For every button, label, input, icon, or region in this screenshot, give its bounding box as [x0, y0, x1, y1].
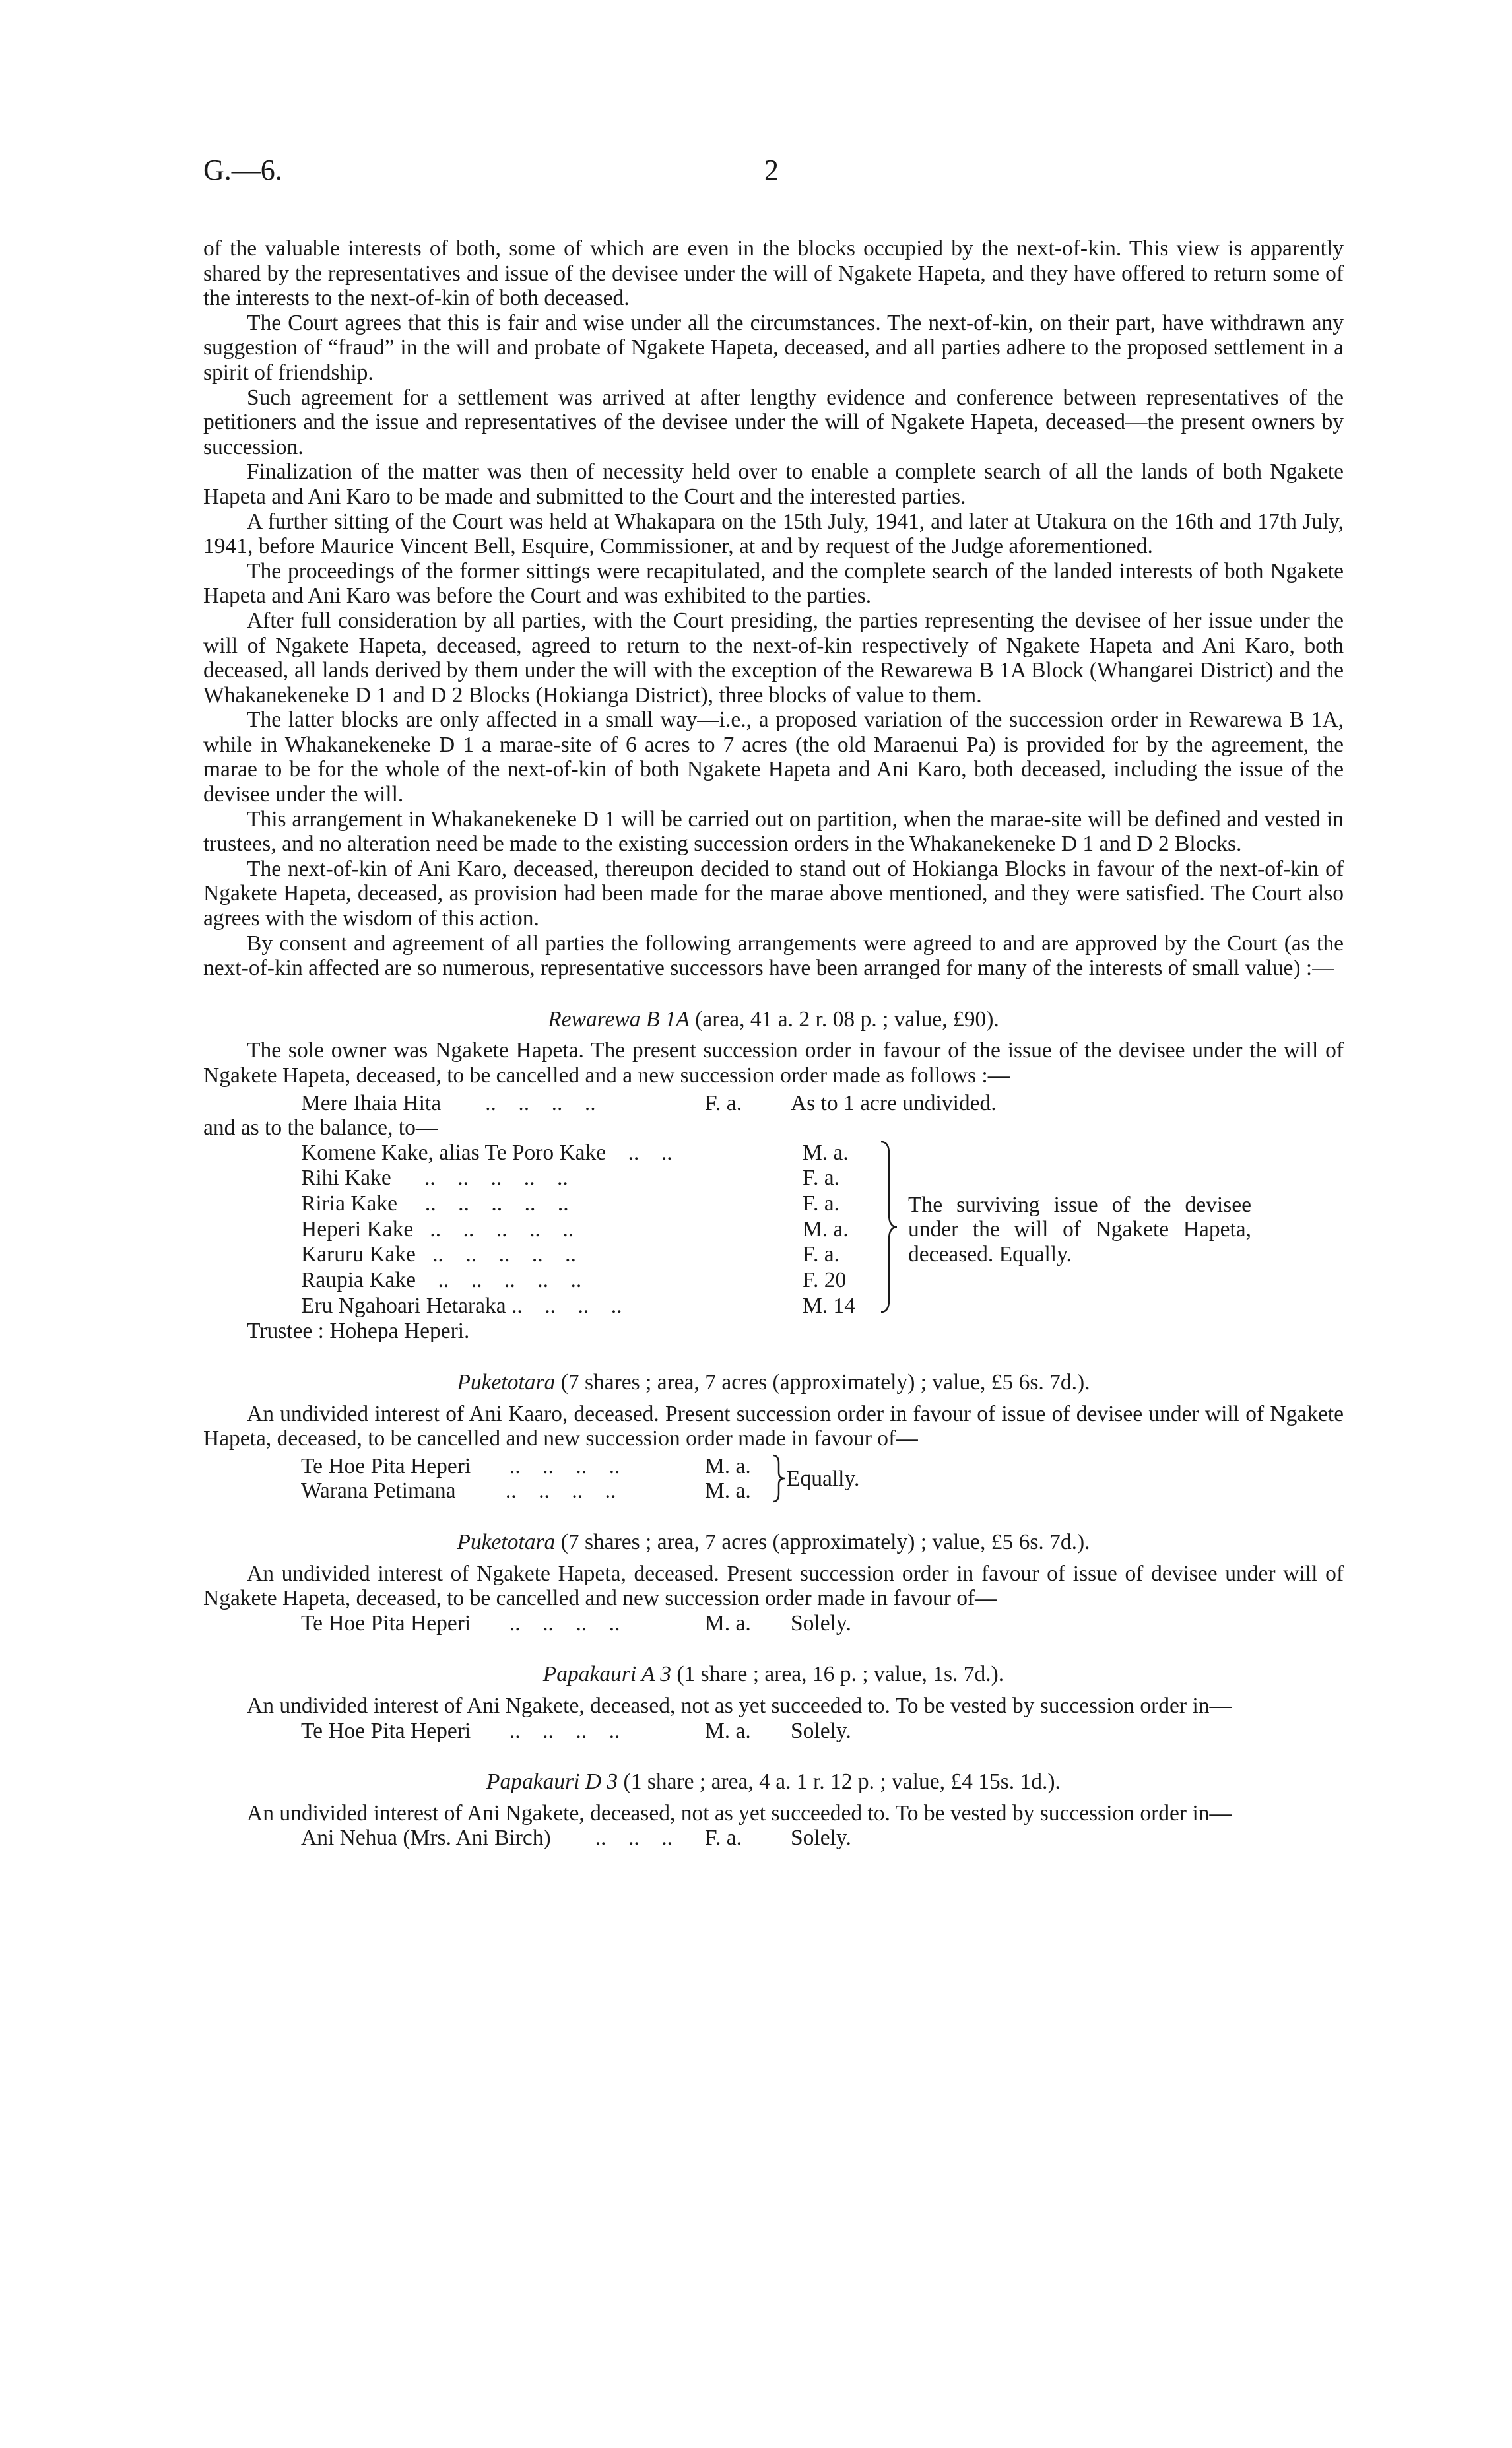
brace-icon: [878, 1141, 898, 1313]
successor-sex-age: M. a.: [705, 1453, 751, 1478]
leader-dots: .. .. .. ..: [509, 1718, 620, 1743]
block-name: Papakauri A 3: [542, 1662, 671, 1687]
heirs-table: [301, 1141, 1251, 1319]
leader-dots: .. ..: [628, 1140, 673, 1165]
heir-name: Eru Ngahoari Hetaraka: [301, 1293, 506, 1318]
heir-name: Riria Kake: [301, 1191, 398, 1216]
succession-row: [203, 1826, 1344, 1851]
heir-sex-age: F. a.: [803, 1191, 839, 1216]
successor-name: Te Hoe Pita Heperi: [301, 1453, 471, 1478]
block-name: Rewarewa B 1A: [548, 1007, 690, 1032]
paragraph: After full consideration by all parties, with the Court presiding, the parties representing the devisee of her issue under the will of Ngakete Hapeta, deceased, agreed to return to the next-of-kin respectively of Ngakete Hapeta and Ani Karo, both deceased, all lands derived by them under the will with the exception of the Rewarewa B 1A Block (Whangarei District) and the Whakanekeneke D 1 and D 2 Blocks (Hokianga District), three blocks of value to them.: [203, 608, 1344, 708]
successor-note: Solely.: [791, 1610, 851, 1636]
heir-name: Heperi Kake: [301, 1216, 414, 1241]
section-intro: An undivided interest of Ngakete Hapeta, deceased. Present succession order in favour of issue of devisee under will of Ngakete Hapeta, deceased, to be cancelled and new succession order made in favour of—: [203, 1561, 1344, 1611]
block-details: (7 shares ; area, 7 acres (approximately) ; value, £5 6s. 7d.).: [555, 1529, 1090, 1554]
succession-group: [203, 1454, 1344, 1504]
successor-note: Solely.: [791, 1718, 851, 1743]
heir-name: Rihi Kake: [301, 1166, 391, 1191]
heir-sex-age: M. a.: [803, 1216, 849, 1241]
heir-name: Komene Kake, alias Te Poro Kake: [301, 1140, 607, 1165]
successor-note: Equally.: [787, 1466, 860, 1491]
brace-symbol: [875, 1141, 902, 1319]
paragraph: A further sitting of the Court was held at Whakapara on the 15th July, 1941, and later at Utakura on the 16th and 17th July, 1941, before Maurice Vincent Bell, Esquire, Commissioner, at and by request of the Judge aforementioned.: [203, 509, 1344, 559]
leader-dots: .. .. .. .. ..: [424, 1191, 569, 1216]
paragraph: Such agreement for a settlement was arrived at after lengthy evidence and conference between representatives of the petitioners and the issue and representatives of the devisee under the will of Ngakete Hapeta, deceased—the present owners by succession.: [203, 385, 1344, 459]
owner-sex-age: F. a.: [705, 1090, 742, 1115]
leader-dots: .. .. .. ..: [485, 1090, 596, 1115]
heir-name: Raupia Kake: [301, 1268, 416, 1293]
heir-sex-age: F. 20: [803, 1268, 847, 1293]
successor-name: Te Hoe Pita Heperi: [301, 1718, 471, 1743]
section-heading-puketotara: [203, 1370, 1344, 1395]
paragraph: The Court agrees that this is fair and wise under all the circumstances. The next-of-kin, on their part, have withdrawn any suggestion of “fraud” in the will and probate of Ngakete Hapeta, deceased, and all parties adhere to the proposed settlement in a spirit of friendship.: [203, 310, 1344, 385]
paragraph: of the valuable interests of both, some of which are even in the blocks occupied by the next-of-kin. This view is apparently shared by the representatives and issue of the devisee under the will of Ngakete Hapeta, and they have offered to return some of the interests to the next-of-kin of both deceased.: [203, 236, 1344, 311]
brace-icon: [771, 1454, 787, 1503]
heir-sex-age: F. a.: [803, 1242, 839, 1267]
section-heading-papakauri-a3: [203, 1662, 1344, 1687]
paragraph: The latter blocks are only affected in a small way—i.e., a proposed variation of the succession order in Rewarewa B 1A, while in Whakanekeneke D 1 a marae-site of 6 acres to 7 acres (the old Maraenui Pa) is provided for by the agreement, the marae to be for the whole of the next-of-kin of both Ngakete Hapeta and Ani Karo, both deceased, including the issue of the devisee under the will.: [203, 708, 1344, 807]
balance-line: and as to the balance, to—: [203, 1115, 438, 1141]
leader-dots: .. .. .. .. ..: [438, 1268, 582, 1293]
heirs-note: The surviving issue of the devisee under the will of Ngakete Hapeta, deceased. Equally.: [908, 1192, 1251, 1267]
block-name: Puketotara: [457, 1370, 556, 1395]
heir-sex-age: M. 14: [803, 1293, 856, 1318]
trustee-line: Trustee : Hohepa Heperi.: [247, 1319, 470, 1344]
block-details: (area, 41 a. 2 r. 08 p. ; value, £90).: [689, 1007, 999, 1032]
leader-dots: .. .. .. .. ..: [430, 1216, 574, 1241]
successor-sex-age: M. a.: [705, 1610, 751, 1636]
section-intro: An undivided interest of Ani Kaaro, deceased. Present succession order in favour of issue of devisee under will of Ngakete Hapeta, deceased, to be cancelled and new succession order made in favour of—: [203, 1401, 1344, 1451]
paragraph: Finalization of the matter was then of necessity held over to enable a complete search of all the lands of both Ngakete Hapeta and Ani Karo to be made and submitted to the Court and the interested parties.: [203, 459, 1344, 509]
leader-dots: .. .. .. ..: [509, 1610, 620, 1636]
document-body: [203, 236, 1344, 1851]
section-heading-papakauri-d3: [203, 1770, 1344, 1795]
succession-row: [203, 1719, 1344, 1744]
leader-dots: .. .. ..: [595, 1826, 673, 1851]
paragraph: By consent and agreement of all parties the following arrangements were agreed to and are approved by the Court (as the next-of-kin affected are so numerous, representative successors have been arranged for many of the interests of small value) :—: [203, 931, 1344, 981]
succession-row: [203, 1454, 771, 1479]
leader-dots: .. .. .. ..: [505, 1478, 616, 1504]
succession-row: [203, 1611, 1344, 1636]
heir-name: Karuru Kake: [301, 1242, 416, 1267]
table-row: [301, 1141, 1251, 1166]
paragraph: The next-of-kin of Ani Karo, deceased, thereupon decided to stand out of Hokianga Blocks in favour of the next-of-kin of Ngakete Hapeta, deceased, as provision had been made for the marae above mentioned, and they were satisfied. The Court also agrees with the wisdom of this action.: [203, 856, 1344, 931]
successor-sex-age: M. a.: [705, 1718, 751, 1743]
document-reference: G.—6.: [203, 154, 282, 186]
block-name: Puketotara: [457, 1529, 556, 1554]
block-details: (7 shares ; area, 7 acres (approximately) ; value, £5 6s. 7d.).: [555, 1370, 1090, 1395]
successor-note: Solely.: [791, 1826, 851, 1851]
page-number: 2: [764, 154, 779, 186]
heir-sex-age: F. a.: [803, 1166, 839, 1191]
successor-name: Ani Nehua (Mrs. Ani Birch): [301, 1826, 551, 1851]
section-intro: An undivided interest of Ani Ngakete, deceased, not as yet succeeded to. To be vested by succession order in—: [247, 1801, 1232, 1826]
leader-dots: .. .. .. .. ..: [432, 1242, 576, 1267]
section-heading-puketotara: [203, 1530, 1344, 1555]
owner-note: As to 1 acre undivided.: [791, 1090, 997, 1115]
paragraph: This arrangement in Whakanekeneke D 1 will be carried out on partition, when the marae-site will be defined and vested in trustees, and no alteration need be made to the existing succession orders in the Whakanekeneke D 1 and D 2 Blocks.: [203, 807, 1344, 857]
successor-name: Warana Petimana: [301, 1478, 456, 1504]
heir-sex-age: M. a.: [803, 1140, 849, 1165]
block-details: (1 share ; area, 16 p. ; value, 1s. 7d.).: [671, 1662, 1004, 1687]
block-name: Papakauri D 3: [486, 1770, 618, 1795]
successor-name: Te Hoe Pita Heperi: [301, 1610, 471, 1636]
owner-name: Mere Ihaia Hita: [301, 1090, 442, 1115]
paragraph: The proceedings of the former sittings were recapitulated, and the complete search of the landed interests of both Ngakete Hapeta and Ani Karo was before the Court and was exhibited to the parties.: [203, 558, 1344, 609]
successor-sex-age: M. a.: [705, 1478, 751, 1504]
leader-dots: .. .. .. .. ..: [424, 1166, 568, 1191]
leader-dots: .. .. .. ..: [509, 1453, 620, 1478]
section-intro: The sole owner was Ngakete Hapeta. The present succession order in favour of the issue of the devisee under the will of Ngakete Hapeta, deceased, to be cancelled and a new succession order made as follows :—: [203, 1038, 1344, 1088]
succession-row: [203, 1478, 771, 1504]
section-heading-rewarewa: [203, 1007, 1344, 1032]
leader-dots: .. .. .. ..: [511, 1293, 622, 1318]
succession-row: [203, 1091, 1344, 1116]
block-details: (1 share ; area, 4 a. 1 r. 12 p. ; value, £4 15s. 1d.).: [618, 1770, 1061, 1795]
section-intro: An undivided interest of Ani Ngakete, deceased, not as yet succeeded to. To be vested by succession order in—: [247, 1693, 1232, 1718]
successor-sex-age: F. a.: [705, 1826, 742, 1851]
